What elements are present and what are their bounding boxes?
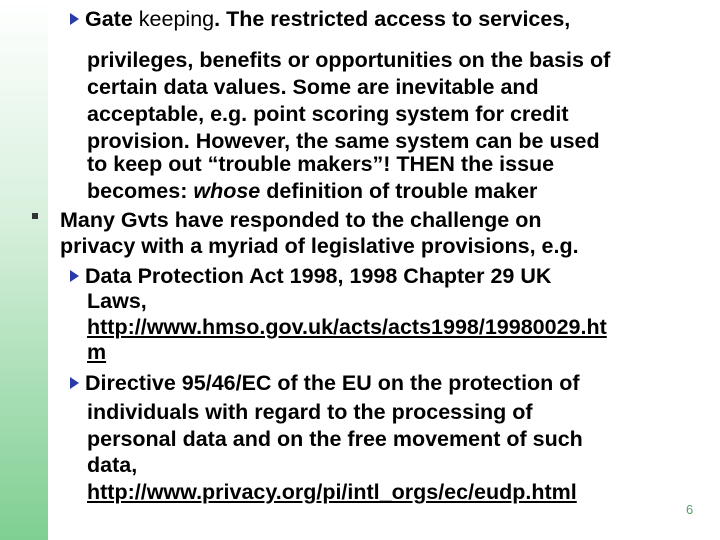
directive-link-line: [87, 479, 577, 506]
directive-text-0: Directive 95/46/EC of the EU on the protection of: [85, 371, 580, 395]
gate-text-1: privileges, benefits or opportunities on the basis of: [87, 48, 611, 72]
dpa-link-1[interactable]: m: [87, 340, 107, 364]
gate-keeping-line-1: [70, 6, 570, 33]
directive-text-2: personal data and on the free movement of such: [87, 427, 583, 451]
gate-last-italic: whose: [193, 179, 261, 203]
dpa-line-0: [70, 263, 551, 290]
dpa-link-0[interactable]: http://www.hmso.gov.uk/acts/acts1998/19980029.ht: [87, 315, 607, 339]
gate-last-suffix: definition of trouble maker: [260, 179, 538, 203]
gate-last-prefix: becomes:: [87, 179, 194, 203]
main-text-1: privacy with a myriad of legislative provisions, e.g.: [60, 234, 579, 258]
gate-text-6: [87, 178, 537, 205]
dpa-link-line-1: [87, 339, 106, 366]
gate-text-5: to keep out “trouble makers”! THEN the issue: [87, 152, 555, 176]
main-text-0: Many Gvts have responded to the challenge on: [60, 208, 542, 232]
gate-text-3: acceptable, e.g. point scoring system for credit: [87, 102, 569, 126]
dpa-link-line-0: [87, 314, 607, 341]
dpa-text-1: Laws,: [87, 289, 147, 313]
directive-text-3: data,: [87, 453, 138, 477]
gate-term: keeping: [138, 7, 215, 31]
gate-text-4: provision. However, the same system can be used: [87, 129, 600, 153]
square-bullet-icon: [32, 213, 38, 219]
directive-line-0: [70, 370, 580, 397]
gate-text-2: certain data values. Some are inevitable and: [87, 75, 539, 99]
arrow-bullet-icon: [70, 13, 79, 25]
gate-label: Gate: [85, 7, 133, 31]
gate-text-0: . The restricted access to services,: [214, 7, 571, 31]
arrow-bullet-icon: [70, 377, 79, 389]
slide-number: 6: [686, 502, 694, 517]
directive-text-1: individuals with regard to the processing of: [87, 400, 533, 424]
directive-link[interactable]: http://www.privacy.org/pi/intl_orgs/ec/eudp.html: [87, 480, 577, 504]
arrow-bullet-icon: [70, 270, 79, 282]
dpa-text-0: Data Protection Act 1998, 1998 Chapter 29 UK: [85, 264, 552, 288]
